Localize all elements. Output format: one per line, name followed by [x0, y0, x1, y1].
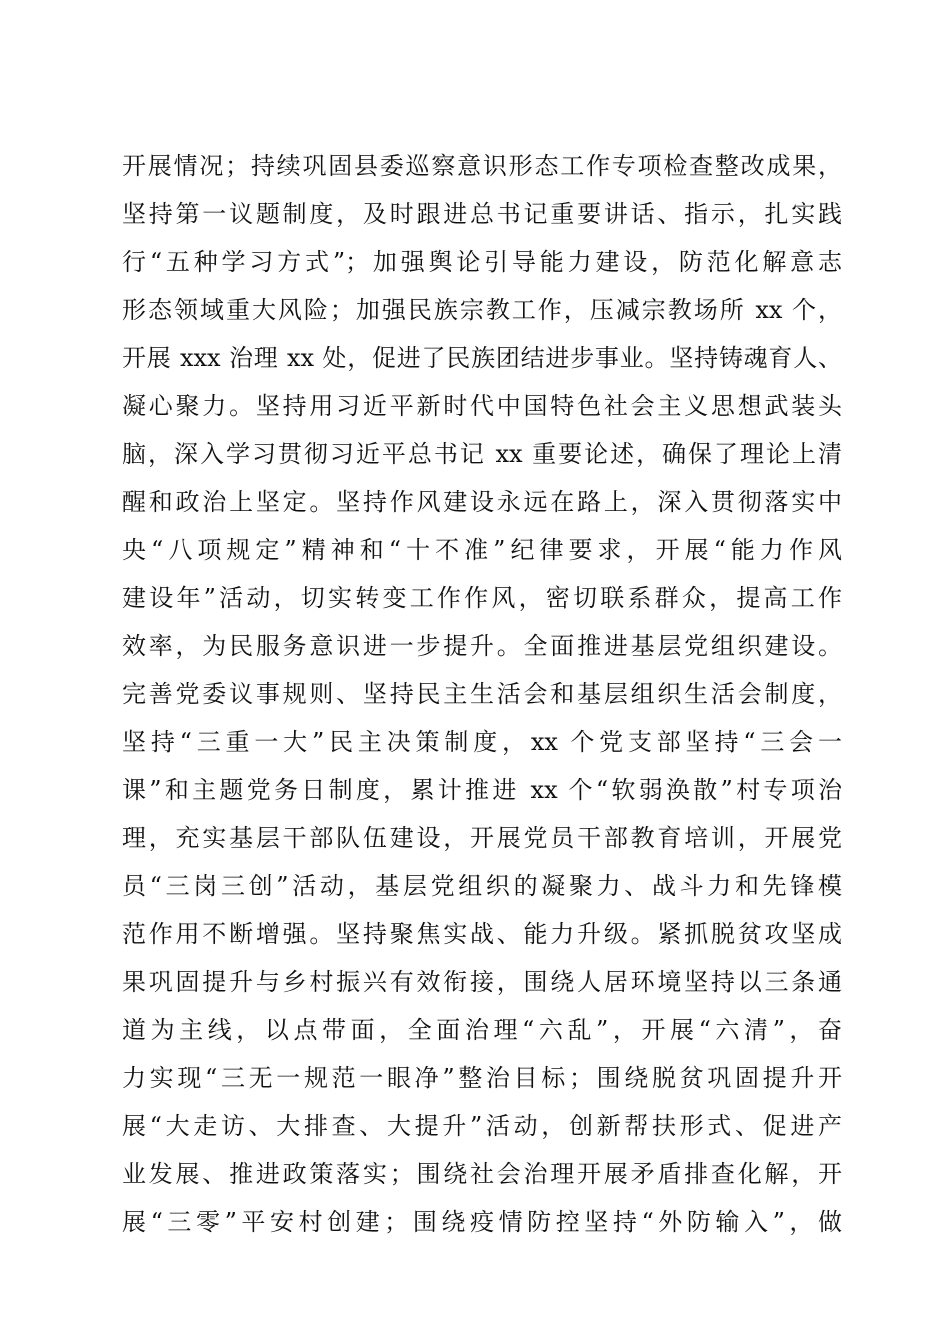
text-line: 醒和政治上坚定。坚持作风建设永远在路上，深入贯彻落实中 [122, 488, 842, 516]
text-line: 理，充实基层干部队伍建设，开展党员干部教育培训，开展党 [122, 824, 842, 852]
text-line: 建设年”活动，切实转变工作作风，密切联系群众，提高工作 [122, 584, 842, 612]
text-line: 坚持“三重一大”民主决策制度，xx 个党支部坚持“三会一 [122, 728, 842, 756]
text-line: 坚持第一议题制度，及时跟进总书记重要讲话、指示，扎实践 [122, 200, 842, 228]
text-line: 员“三岗三创”活动，基层党组织的凝聚力、战斗力和先锋模 [122, 872, 842, 900]
text-line: 形态领域重大风险；加强民族宗教工作，压减宗教场所 xx 个， [122, 296, 842, 324]
text-line: 效率，为民服务意识进一步提升。全面推进基层党组织建设。 [122, 632, 842, 660]
text-line: 央“八项规定”精神和“十不准”纪律要求，开展“能力作风 [122, 536, 842, 564]
text-line: 范作用不断增强。坚持聚焦实战、能力升级。紧抓脱贫攻坚成 [122, 920, 842, 948]
text-line: 课”和主题党务日制度，累计推进 xx 个“软弱涣散”村专项治 [122, 776, 842, 804]
text-line: 脑，深入学习贯彻习近平总书记 xx 重要论述，确保了理论上清 [122, 440, 842, 468]
text-line: 开展 xxx 治理 xx 处，促进了民族团结进步事业。坚持铸魂育人、 [122, 344, 842, 372]
text-line: 开展情况；持续巩固县委巡察意识形态工作专项检查整改成果， [122, 152, 842, 180]
text-line: 业发展、推进政策落实；围绕社会治理开展矛盾排查化解，开 [122, 1160, 842, 1188]
text-line: 凝心聚力。坚持用习近平新时代中国特色社会主义思想武装头 [122, 392, 842, 420]
text-line: 行“五种学习方式”；加强舆论引导能力建设，防范化解意志 [122, 248, 842, 276]
text-line: 道为主线，以点带面，全面治理“六乱”，开展“六清”，奋 [122, 1016, 842, 1044]
text-line: 展“三零”平安村创建；围绕疫情防控坚持“外防输入”，做 [122, 1208, 842, 1236]
body-paragraph [122, 142, 842, 1246]
text-line: 展“大走访、大排查、大提升”活动，创新帮扶形式、促进产 [122, 1112, 842, 1140]
text-line: 力实现“三无一规范一眼净”整治目标；围绕脱贫巩固提升开 [122, 1064, 842, 1092]
text-line: 果巩固提升与乡村振兴有效衔接，围绕人居环境坚持以三条通 [122, 968, 842, 996]
text-line: 完善党委议事规则、坚持民主生活会和基层组织生活会制度， [122, 680, 842, 708]
